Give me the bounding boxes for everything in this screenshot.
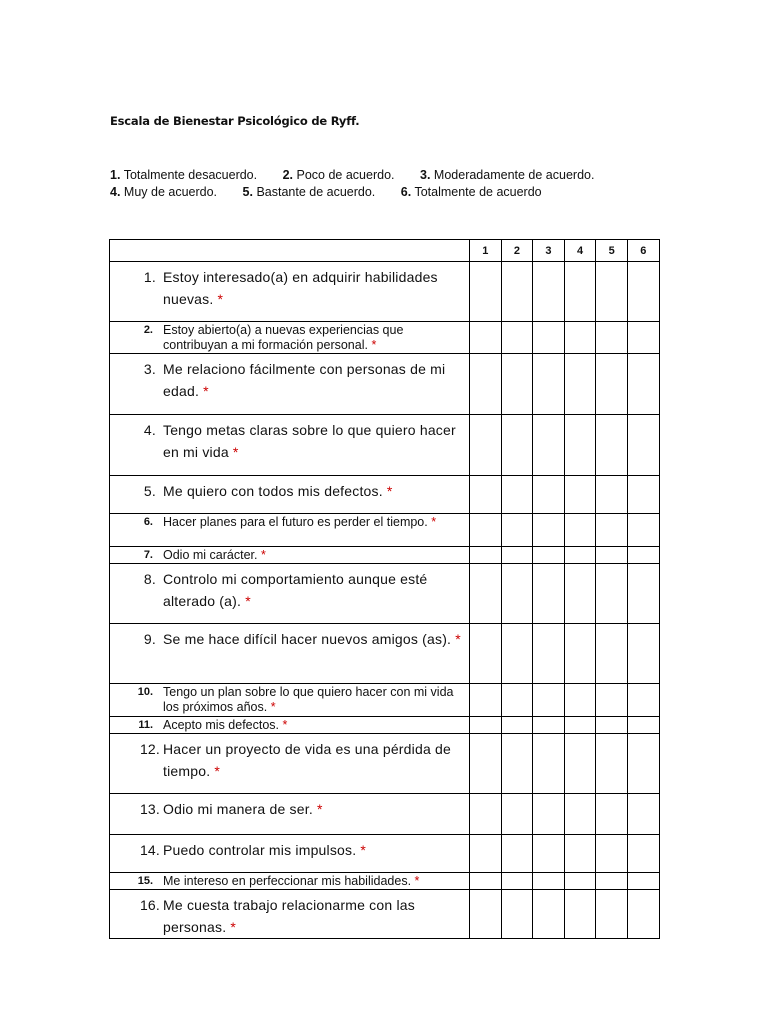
response-cell-3[interactable] xyxy=(533,624,565,684)
question-number: 10. xyxy=(137,686,153,698)
question-content xyxy=(110,717,469,733)
response-cell-4[interactable] xyxy=(564,890,596,939)
response-cell-6[interactable] xyxy=(627,476,659,514)
response-cell-4[interactable] xyxy=(564,717,596,734)
response-cell-2[interactable] xyxy=(501,890,533,939)
question-text: Me relaciono fácilmente con personas de mi edad. xyxy=(163,361,446,399)
response-cell-5[interactable] xyxy=(596,354,628,415)
response-cell-5[interactable] xyxy=(596,734,628,794)
question-content xyxy=(110,734,469,782)
response-cell-3[interactable] xyxy=(533,734,565,794)
question-content xyxy=(110,873,469,889)
question-text: Se me hace difícil hacer nuevos amigos (as). xyxy=(163,631,452,647)
response-cell-5[interactable] xyxy=(596,262,628,322)
question-number: 16. xyxy=(139,897,160,913)
legend-item: 4. Muy de acuerdo. xyxy=(110,185,218,199)
question-text: Acepto mis defectos. xyxy=(163,718,280,732)
response-cell-1[interactable] xyxy=(470,415,502,476)
table-row xyxy=(110,262,660,322)
table-row xyxy=(110,684,660,717)
response-cell-5[interactable] xyxy=(596,873,628,890)
response-cell-4[interactable] xyxy=(564,354,596,415)
response-cell-2[interactable] xyxy=(501,835,533,873)
response-cell-4[interactable] xyxy=(564,476,596,514)
table-row xyxy=(110,873,660,890)
required-mark: * xyxy=(270,700,276,714)
question-number: 3. xyxy=(143,361,156,377)
response-cell-5[interactable] xyxy=(596,514,628,547)
response-cell-5[interactable] xyxy=(596,322,628,354)
response-cell-2[interactable] xyxy=(501,514,533,547)
response-cell-6[interactable] xyxy=(627,734,659,794)
question-text: Odio mi manera de ser. xyxy=(163,801,313,817)
response-cell-6[interactable] xyxy=(627,564,659,624)
response-cell-4[interactable] xyxy=(564,835,596,873)
response-cell-2[interactable] xyxy=(501,476,533,514)
table-row xyxy=(110,717,660,734)
response-cell-2[interactable] xyxy=(501,564,533,624)
response-cell-1[interactable] xyxy=(470,890,502,939)
legend-item: 3. Moderadamente de acuerdo. xyxy=(420,168,595,182)
response-cell-1[interactable] xyxy=(470,873,502,890)
question-cell xyxy=(110,564,470,624)
response-cell-2[interactable] xyxy=(501,415,533,476)
response-cell-4[interactable] xyxy=(564,564,596,624)
response-cell-3[interactable] xyxy=(533,717,565,734)
response-cell-5[interactable] xyxy=(596,794,628,835)
response-cell-5[interactable] xyxy=(596,890,628,939)
response-cell-5[interactable] xyxy=(596,415,628,476)
header-item-column xyxy=(110,240,470,262)
question-text: Estoy interesado(a) en adquirir habilidades nuevas. xyxy=(163,269,438,307)
response-cell-6[interactable] xyxy=(627,514,659,547)
response-cell-5[interactable] xyxy=(596,717,628,734)
legend-item: 6. Totalmente de acuerdo xyxy=(400,185,542,199)
response-legend-row-2 xyxy=(110,185,564,199)
required-mark: * xyxy=(217,291,224,307)
response-cell-5[interactable] xyxy=(596,835,628,873)
response-cell-1[interactable] xyxy=(470,717,502,734)
question-text: Hacer planes para el futuro es perder el tiempo. xyxy=(163,515,428,529)
response-cell-6[interactable] xyxy=(627,890,659,939)
response-cell-4[interactable] xyxy=(564,734,596,794)
response-cell-4[interactable] xyxy=(564,794,596,835)
table-header-row xyxy=(110,240,660,262)
question-cell xyxy=(110,476,470,514)
response-cell-6[interactable] xyxy=(627,624,659,684)
response-cell-3[interactable] xyxy=(533,354,565,415)
response-cell-6[interactable] xyxy=(627,835,659,873)
question-number: 14. xyxy=(139,842,160,858)
table-row xyxy=(110,564,660,624)
question-number: 8. xyxy=(143,571,156,587)
response-cell-2[interactable] xyxy=(501,354,533,415)
legend-item: 5. Bastante de acuerdo. xyxy=(242,185,376,199)
question-content xyxy=(110,354,469,402)
response-cell-5[interactable] xyxy=(596,624,628,684)
required-mark: * xyxy=(245,593,251,609)
required-mark: * xyxy=(431,515,437,529)
response-cell-1[interactable] xyxy=(470,564,502,624)
table-row xyxy=(110,354,660,415)
question-text: Estoy abierto(a) a nuevas experiencias que contribuyan a mi formación personal. xyxy=(163,323,404,352)
table-row xyxy=(110,890,660,939)
question-cell xyxy=(110,262,470,322)
response-cell-6[interactable] xyxy=(627,262,659,322)
question-number: 4. xyxy=(143,422,156,438)
response-cell-6[interactable] xyxy=(627,415,659,476)
response-cell-3[interactable] xyxy=(533,873,565,890)
required-mark: * xyxy=(203,383,209,399)
required-mark: * xyxy=(214,763,221,779)
response-cell-6[interactable] xyxy=(627,547,659,564)
question-cell xyxy=(110,734,470,794)
question-cell xyxy=(110,717,470,734)
question-cell xyxy=(110,835,470,873)
required-mark: * xyxy=(317,801,323,817)
response-cell-4[interactable] xyxy=(564,415,596,476)
question-text: Tengo un plan sobre lo que quiero hacer con mi vida los próximos años. xyxy=(163,685,454,714)
response-cell-2[interactable] xyxy=(501,547,533,564)
question-content xyxy=(110,624,469,650)
question-cell xyxy=(110,354,470,415)
response-cell-4[interactable] xyxy=(564,873,596,890)
question-cell xyxy=(110,684,470,717)
response-cell-3[interactable] xyxy=(533,514,565,547)
response-cell-2[interactable] xyxy=(501,684,533,717)
response-cell-3[interactable] xyxy=(533,890,565,939)
response-cell-5[interactable] xyxy=(596,564,628,624)
questionnaire-table xyxy=(109,239,660,939)
response-cell-2[interactable] xyxy=(501,734,533,794)
required-mark: * xyxy=(282,718,288,732)
response-cell-2[interactable] xyxy=(501,322,533,354)
question-cell xyxy=(110,890,470,939)
question-content xyxy=(110,835,469,861)
response-cell-1[interactable] xyxy=(470,354,502,415)
question-content xyxy=(110,262,469,310)
response-cell-3[interactable] xyxy=(533,564,565,624)
table-row xyxy=(110,476,660,514)
question-number: 11. xyxy=(138,719,153,731)
table-row xyxy=(110,547,660,564)
page-title: Escala de Bienestar Psicológico de Ryff. xyxy=(110,114,360,128)
table-row xyxy=(110,322,660,354)
required-mark: * xyxy=(232,444,239,460)
question-number: 6. xyxy=(143,516,153,528)
response-cell-4[interactable] xyxy=(564,514,596,547)
response-cell-1[interactable] xyxy=(470,794,502,835)
response-cell-5[interactable] xyxy=(596,476,628,514)
response-cell-1[interactable] xyxy=(470,262,502,322)
question-text: Tengo metas claras sobre lo que quiero hacer en mi vida xyxy=(163,422,456,460)
response-cell-5[interactable] xyxy=(596,547,628,564)
response-cell-4[interactable] xyxy=(564,547,596,564)
question-text: Puedo controlar mis impulsos. xyxy=(163,842,357,858)
response-cell-6[interactable] xyxy=(627,354,659,415)
response-cell-4[interactable] xyxy=(564,262,596,322)
response-cell-1[interactable] xyxy=(470,476,502,514)
table-row xyxy=(110,514,660,547)
question-content xyxy=(110,514,469,530)
question-content xyxy=(110,794,469,820)
response-cell-1[interactable] xyxy=(470,624,502,684)
question-cell xyxy=(110,322,470,354)
table-row xyxy=(110,794,660,835)
required-mark: * xyxy=(386,483,393,499)
question-content xyxy=(110,476,469,502)
response-cell-5[interactable] xyxy=(596,684,628,717)
header-option: 3 xyxy=(533,240,565,262)
question-cell xyxy=(110,873,470,890)
response-cell-3[interactable] xyxy=(533,547,565,564)
response-cell-1[interactable] xyxy=(470,547,502,564)
required-mark: * xyxy=(455,631,461,647)
question-content xyxy=(110,322,469,353)
question-number: 13. xyxy=(139,801,160,817)
legend-item: 1. Totalmente desacuerdo. xyxy=(110,168,258,182)
question-cell xyxy=(110,624,470,684)
header-option: 5 xyxy=(596,240,628,262)
question-number: 5. xyxy=(143,483,156,499)
table-row xyxy=(110,415,660,476)
question-cell xyxy=(110,514,470,547)
response-cell-6[interactable] xyxy=(627,717,659,734)
question-text: Me intereso en perfeccionar mis habilidades. xyxy=(163,874,412,888)
response-cell-3[interactable] xyxy=(533,415,565,476)
response-cell-4[interactable] xyxy=(564,624,596,684)
response-cell-6[interactable] xyxy=(627,873,659,890)
response-cell-1[interactable] xyxy=(470,835,502,873)
question-content xyxy=(110,547,469,563)
required-mark: * xyxy=(371,338,377,352)
question-cell xyxy=(110,415,470,476)
header-option: 4 xyxy=(564,240,596,262)
question-number: 2. xyxy=(143,324,153,336)
table-row xyxy=(110,835,660,873)
question-cell xyxy=(110,794,470,835)
response-cell-3[interactable] xyxy=(533,262,565,322)
table-row xyxy=(110,734,660,794)
response-cell-3[interactable] xyxy=(533,476,565,514)
response-cell-6[interactable] xyxy=(627,322,659,354)
header-option: 6 xyxy=(627,240,659,262)
response-legend-row-1 xyxy=(110,168,616,182)
question-text: Hacer un proyecto de vida es una pérdida de tiempo. xyxy=(163,741,452,779)
required-mark: * xyxy=(260,548,266,562)
question-content xyxy=(110,684,469,715)
response-cell-4[interactable] xyxy=(564,322,596,354)
question-content xyxy=(110,564,469,612)
response-cell-3[interactable] xyxy=(533,684,565,717)
response-cell-2[interactable] xyxy=(501,794,533,835)
header-option: 2 xyxy=(501,240,533,262)
response-cell-1[interactable] xyxy=(470,514,502,547)
response-cell-3[interactable] xyxy=(533,835,565,873)
response-cell-3[interactable] xyxy=(533,794,565,835)
question-text: Odio mi carácter. xyxy=(163,548,258,562)
question-cell xyxy=(110,547,470,564)
response-cell-2[interactable] xyxy=(501,717,533,734)
question-number: 12. xyxy=(139,741,160,757)
legend-item: 2. Poco de acuerdo. xyxy=(282,168,395,182)
header-option: 1 xyxy=(470,240,502,262)
question-text: Controlo mi comportamiento aunque esté alterado (a). xyxy=(163,571,428,609)
question-content xyxy=(110,415,469,463)
response-cell-1[interactable] xyxy=(470,734,502,794)
response-cell-2[interactable] xyxy=(501,873,533,890)
response-cell-2[interactable] xyxy=(501,624,533,684)
response-cell-6[interactable] xyxy=(627,684,659,717)
question-number: 15. xyxy=(137,875,153,887)
required-mark: * xyxy=(360,842,367,858)
response-cell-2[interactable] xyxy=(501,262,533,322)
question-number: 9. xyxy=(143,631,156,647)
response-cell-1[interactable] xyxy=(470,684,502,717)
question-text: Me quiero con todos mis defectos. xyxy=(163,483,383,499)
response-cell-3[interactable] xyxy=(533,322,565,354)
response-cell-1[interactable] xyxy=(470,322,502,354)
question-number: 1. xyxy=(143,269,156,285)
table-row xyxy=(110,624,660,684)
response-cell-6[interactable] xyxy=(627,794,659,835)
question-content xyxy=(110,890,469,938)
question-text: Me cuesta trabajo relacionarme con las personas. xyxy=(163,897,415,935)
response-cell-4[interactable] xyxy=(564,684,596,717)
question-number: 7. xyxy=(143,549,153,561)
required-mark: * xyxy=(414,874,420,888)
required-mark: * xyxy=(230,919,237,935)
